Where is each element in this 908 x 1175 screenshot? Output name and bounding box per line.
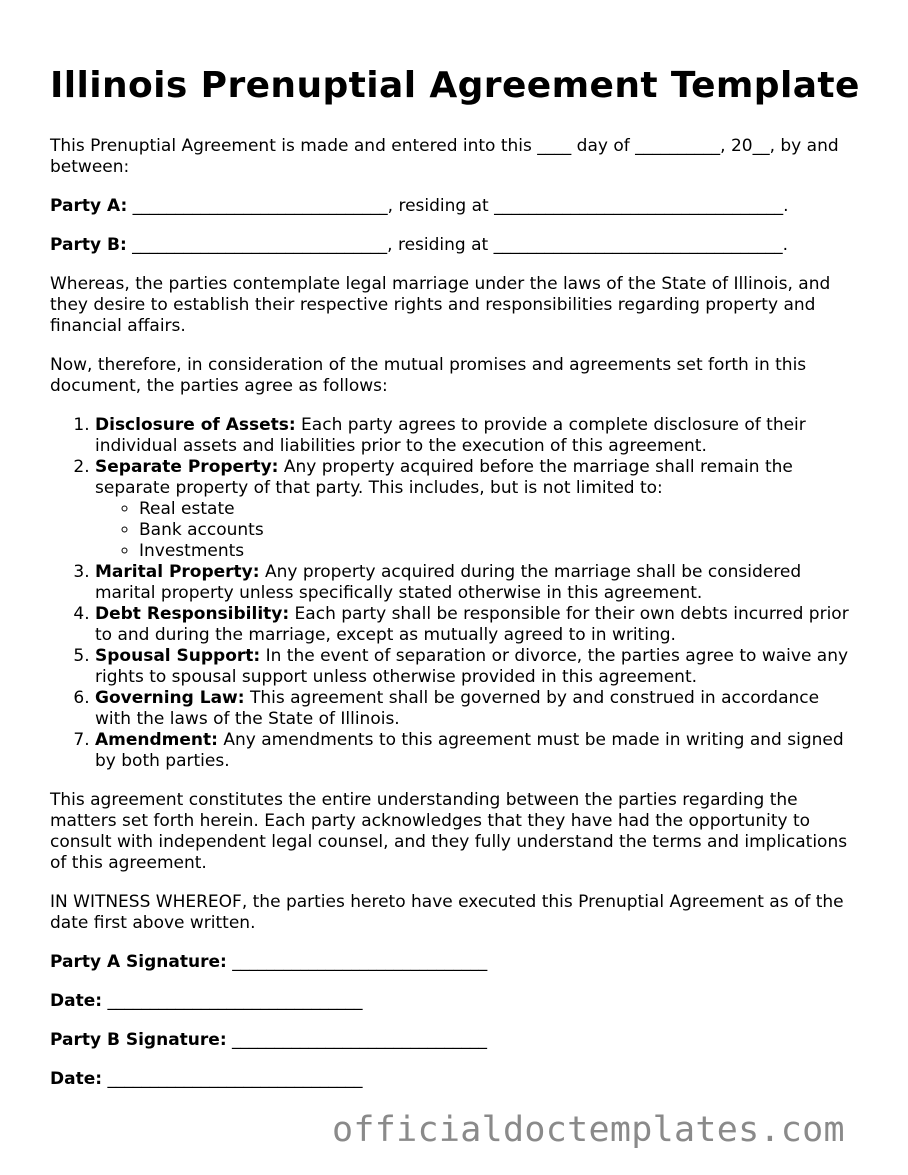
party-b-signature-line: [50, 1030, 860, 1051]
party-b-date-line: [50, 1069, 860, 1090]
party-b-label: Party B:: [50, 235, 127, 255]
signature-label: Party B Signature:: [50, 1030, 227, 1050]
party-a-signature-line: [50, 952, 860, 973]
clause-list: [50, 415, 860, 772]
clause-item: [95, 646, 860, 688]
whereas-paragraph: Whereas, the parties contemplate legal marriage under the laws of the State of Illinois, and they desire to establish their respective rights and responsibilities regarding property and financial affairs.: [50, 274, 831, 336]
page-title: Illinois Prenuptial Agreement Template: [50, 65, 860, 106]
clause-item: [95, 562, 860, 604]
clause-title: Disclosure of Assets:: [95, 415, 296, 435]
sublist-item: ◦ Bank accounts: [139, 520, 860, 541]
clause-text: In the event of separation or divorce, the parties agree to waive any rights to spousal support unless otherwise provided in this agreement.: [95, 646, 849, 687]
clause-text: Any property acquired during the marriage shall be considered marital property unless specifically stated otherwise in this agreement.: [95, 562, 802, 603]
party-a-line: [50, 196, 860, 217]
clause-text: Any amendments to this agreement must be made in writing and signed by both parties.: [95, 730, 844, 771]
sublist-item: ◦ Investments: [139, 541, 860, 562]
clause-title: Governing Law:: [95, 688, 245, 708]
intro-paragraph: This Prenuptial Agreement is made and entered into this ____ day of __________, 20__, by and between:: [50, 136, 839, 177]
clause-title: Amendment:: [95, 730, 218, 750]
clause-text: Each party agrees to provide a complete disclosure of their individual assets and liabilities prior to the execution of this agreement.: [95, 415, 806, 456]
clause-title: Separate Property:: [95, 457, 279, 477]
clause-item: [95, 730, 860, 772]
clause-title: Debt Responsibility:: [95, 604, 290, 624]
witness-paragraph: IN WITNESS WHEREOF, the parties hereto have executed this Prenuptial Agreement as of the date first above written.: [50, 892, 844, 933]
sublist-item: ◦ Real estate: [139, 499, 860, 520]
signature-blank: ______________________________: [226, 1030, 488, 1050]
date-blank: ______________________________: [102, 991, 363, 1011]
watermark: officialdoctemplates.com: [332, 1110, 845, 1150]
party-a-label: Party A:: [50, 196, 128, 216]
party-a-date-line: [50, 991, 860, 1012]
now-therefore-paragraph: Now, therefore, in consideration of the mutual promises and agreements set forth in this document, the parties agree as follows:: [50, 355, 807, 396]
signature-label: Party A Signature:: [50, 952, 227, 972]
clause-text: Each party shall be responsible for their own debts incurred prior to and during the marriage, except as mutually agreed to in writing.: [95, 604, 849, 645]
document: [50, 60, 860, 1108]
clause-item: [95, 604, 860, 646]
clause-item: [95, 415, 860, 457]
clause-title: Spousal Support:: [95, 646, 261, 666]
date-label: Date:: [50, 991, 103, 1011]
clause-text: Any property acquired before the marriage shall remain the separate property of that party. This includes, but is not limited to:: [95, 457, 793, 498]
clause-item: [95, 688, 860, 730]
date-label: Date:: [50, 1069, 103, 1089]
party-a-blank: ______________________________, residing at __________________________________.: [127, 196, 789, 216]
party-b-line: [50, 235, 860, 256]
clause-title: Marital Property:: [95, 562, 260, 582]
date-blank: ______________________________: [102, 1069, 363, 1089]
party-b-blank: ______________________________, residing at __________________________________.: [126, 235, 788, 255]
entire-agreement-paragraph: This agreement constitutes the entire understanding between the parties regarding the matters set forth herein. Each party acknowledges that they have had the opportunity to consult with independent legal counsel, and they fully understand the terms and implications of this agreement.: [50, 790, 848, 873]
clause-text: This agreement shall be governed by and construed in accordance with the laws of the State of Illinois.: [95, 688, 820, 729]
clause-item: [95, 457, 860, 562]
signature-blank: ______________________________: [226, 952, 488, 972]
separate-property-sublist: [95, 499, 860, 562]
